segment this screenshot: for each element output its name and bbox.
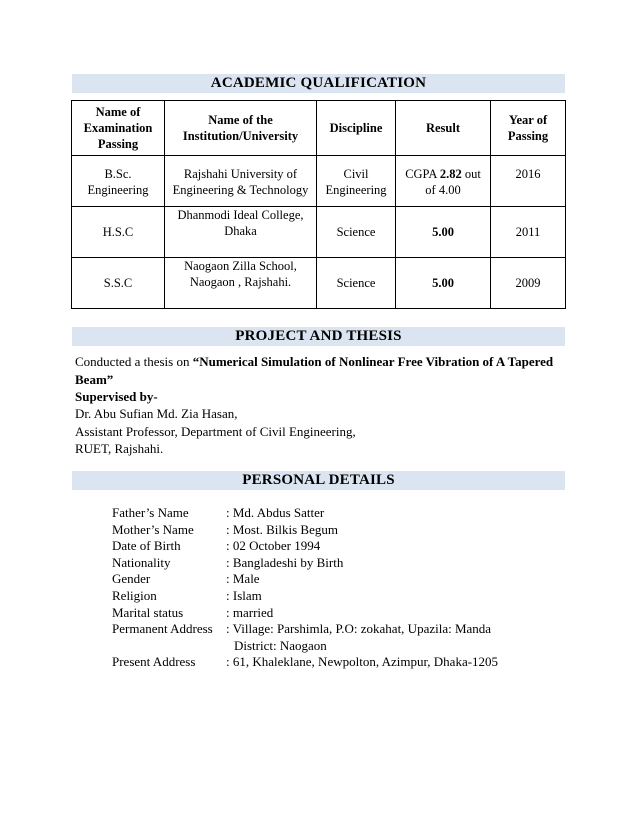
field-label: Mother’s Name xyxy=(112,521,194,537)
field-value: : Bangladeshi by Birth xyxy=(226,554,344,570)
field-label: Religion xyxy=(112,587,157,603)
academic-table xyxy=(71,100,566,309)
list-item xyxy=(112,571,526,588)
personal-heading: PERSONAL DETAILS xyxy=(72,471,565,490)
table-row xyxy=(72,156,566,207)
supervisor-info xyxy=(75,405,555,458)
list-item xyxy=(112,588,526,605)
field-label: Father’s Name xyxy=(112,505,189,520)
field-value: : Md. Abdus Satter xyxy=(226,505,325,520)
col-header-discipline: Discipline xyxy=(317,101,396,156)
col-header-exam: Name of Examination Passing xyxy=(72,101,165,156)
thesis-title: “Numerical Simulation of Nonlinear Free Vibration of A Tapered Beam” xyxy=(75,354,554,387)
field-label: Nationality xyxy=(112,554,171,570)
cell-year: 2011 xyxy=(491,207,566,258)
cell-exam: B.Sc. Engineering xyxy=(72,156,165,207)
supervisor-position: Assistant Professor, Department of Civil Engineering, xyxy=(75,423,356,439)
thesis-description xyxy=(75,353,555,388)
supervisor-name: Dr. Abu Sufian Md. Zia Hasan, xyxy=(75,406,238,421)
table-row xyxy=(72,207,566,258)
supervised-label: Supervised by- xyxy=(75,389,158,404)
cell-institution: Dhanmodi Ideal College, Dhaka xyxy=(165,207,317,258)
academic-heading: ACADEMIC QUALIFICATION xyxy=(72,74,565,93)
field-value: : Most. Bilkis Begum xyxy=(226,521,338,537)
cell-result: 5.00 xyxy=(396,258,491,309)
project-heading: PROJECT AND THESIS xyxy=(72,327,565,346)
cell-discipline: Science xyxy=(317,258,396,309)
field-label: Marital status xyxy=(112,604,184,620)
col-header-institution: Name of the Institution/University xyxy=(165,101,317,156)
cell-result: 5.00 xyxy=(396,207,491,258)
field-label: Gender xyxy=(112,571,151,587)
cell-year: 2009 xyxy=(491,258,566,309)
cell-discipline: Science xyxy=(317,207,396,258)
cell-result: CGPA 2.82 out of 4.00 xyxy=(396,156,491,207)
list-item xyxy=(112,605,526,622)
cell-institution: Naogaon Zilla School, Naogaon , Rajshahi. xyxy=(165,258,317,309)
col-header-result: Result xyxy=(396,101,491,156)
table-row xyxy=(72,258,566,309)
supervisor-institution: RUET, Rajshahi. xyxy=(75,441,164,456)
thesis-intro: Conducted a thesis on xyxy=(75,354,193,369)
list-item xyxy=(112,522,526,539)
personal-details-list xyxy=(112,505,526,671)
table-header-row xyxy=(72,101,566,156)
list-item xyxy=(112,654,526,671)
field-value: : Village: Parshimla, P.O: zokahat, Upazila: Manda District: Naogaon xyxy=(226,621,492,653)
list-item xyxy=(112,538,526,555)
field-value: : 02 October 1994 xyxy=(226,538,321,554)
field-label: Present Address xyxy=(112,654,196,670)
list-item xyxy=(112,505,526,522)
cell-institution: Rajshahi University of Engineering & Technology xyxy=(165,156,317,207)
cell-discipline: Civil Engineering xyxy=(317,156,396,207)
list-item xyxy=(112,555,526,572)
list-item xyxy=(112,621,526,654)
field-value: : married xyxy=(226,604,274,620)
col-header-year: Year of Passing xyxy=(491,101,566,156)
cell-exam: H.S.C xyxy=(72,207,165,258)
field-label: Date of Birth xyxy=(112,538,181,554)
cell-year: 2016 xyxy=(491,156,566,207)
field-value: : Male xyxy=(226,571,260,587)
field-label: Permanent Address xyxy=(112,621,213,637)
field-value: : Islam xyxy=(226,587,262,603)
cell-exam: S.S.C xyxy=(72,258,165,309)
field-value: : 61, Khaleklane, Newpolton, Azimpur, Dhaka-1205 xyxy=(226,654,499,670)
